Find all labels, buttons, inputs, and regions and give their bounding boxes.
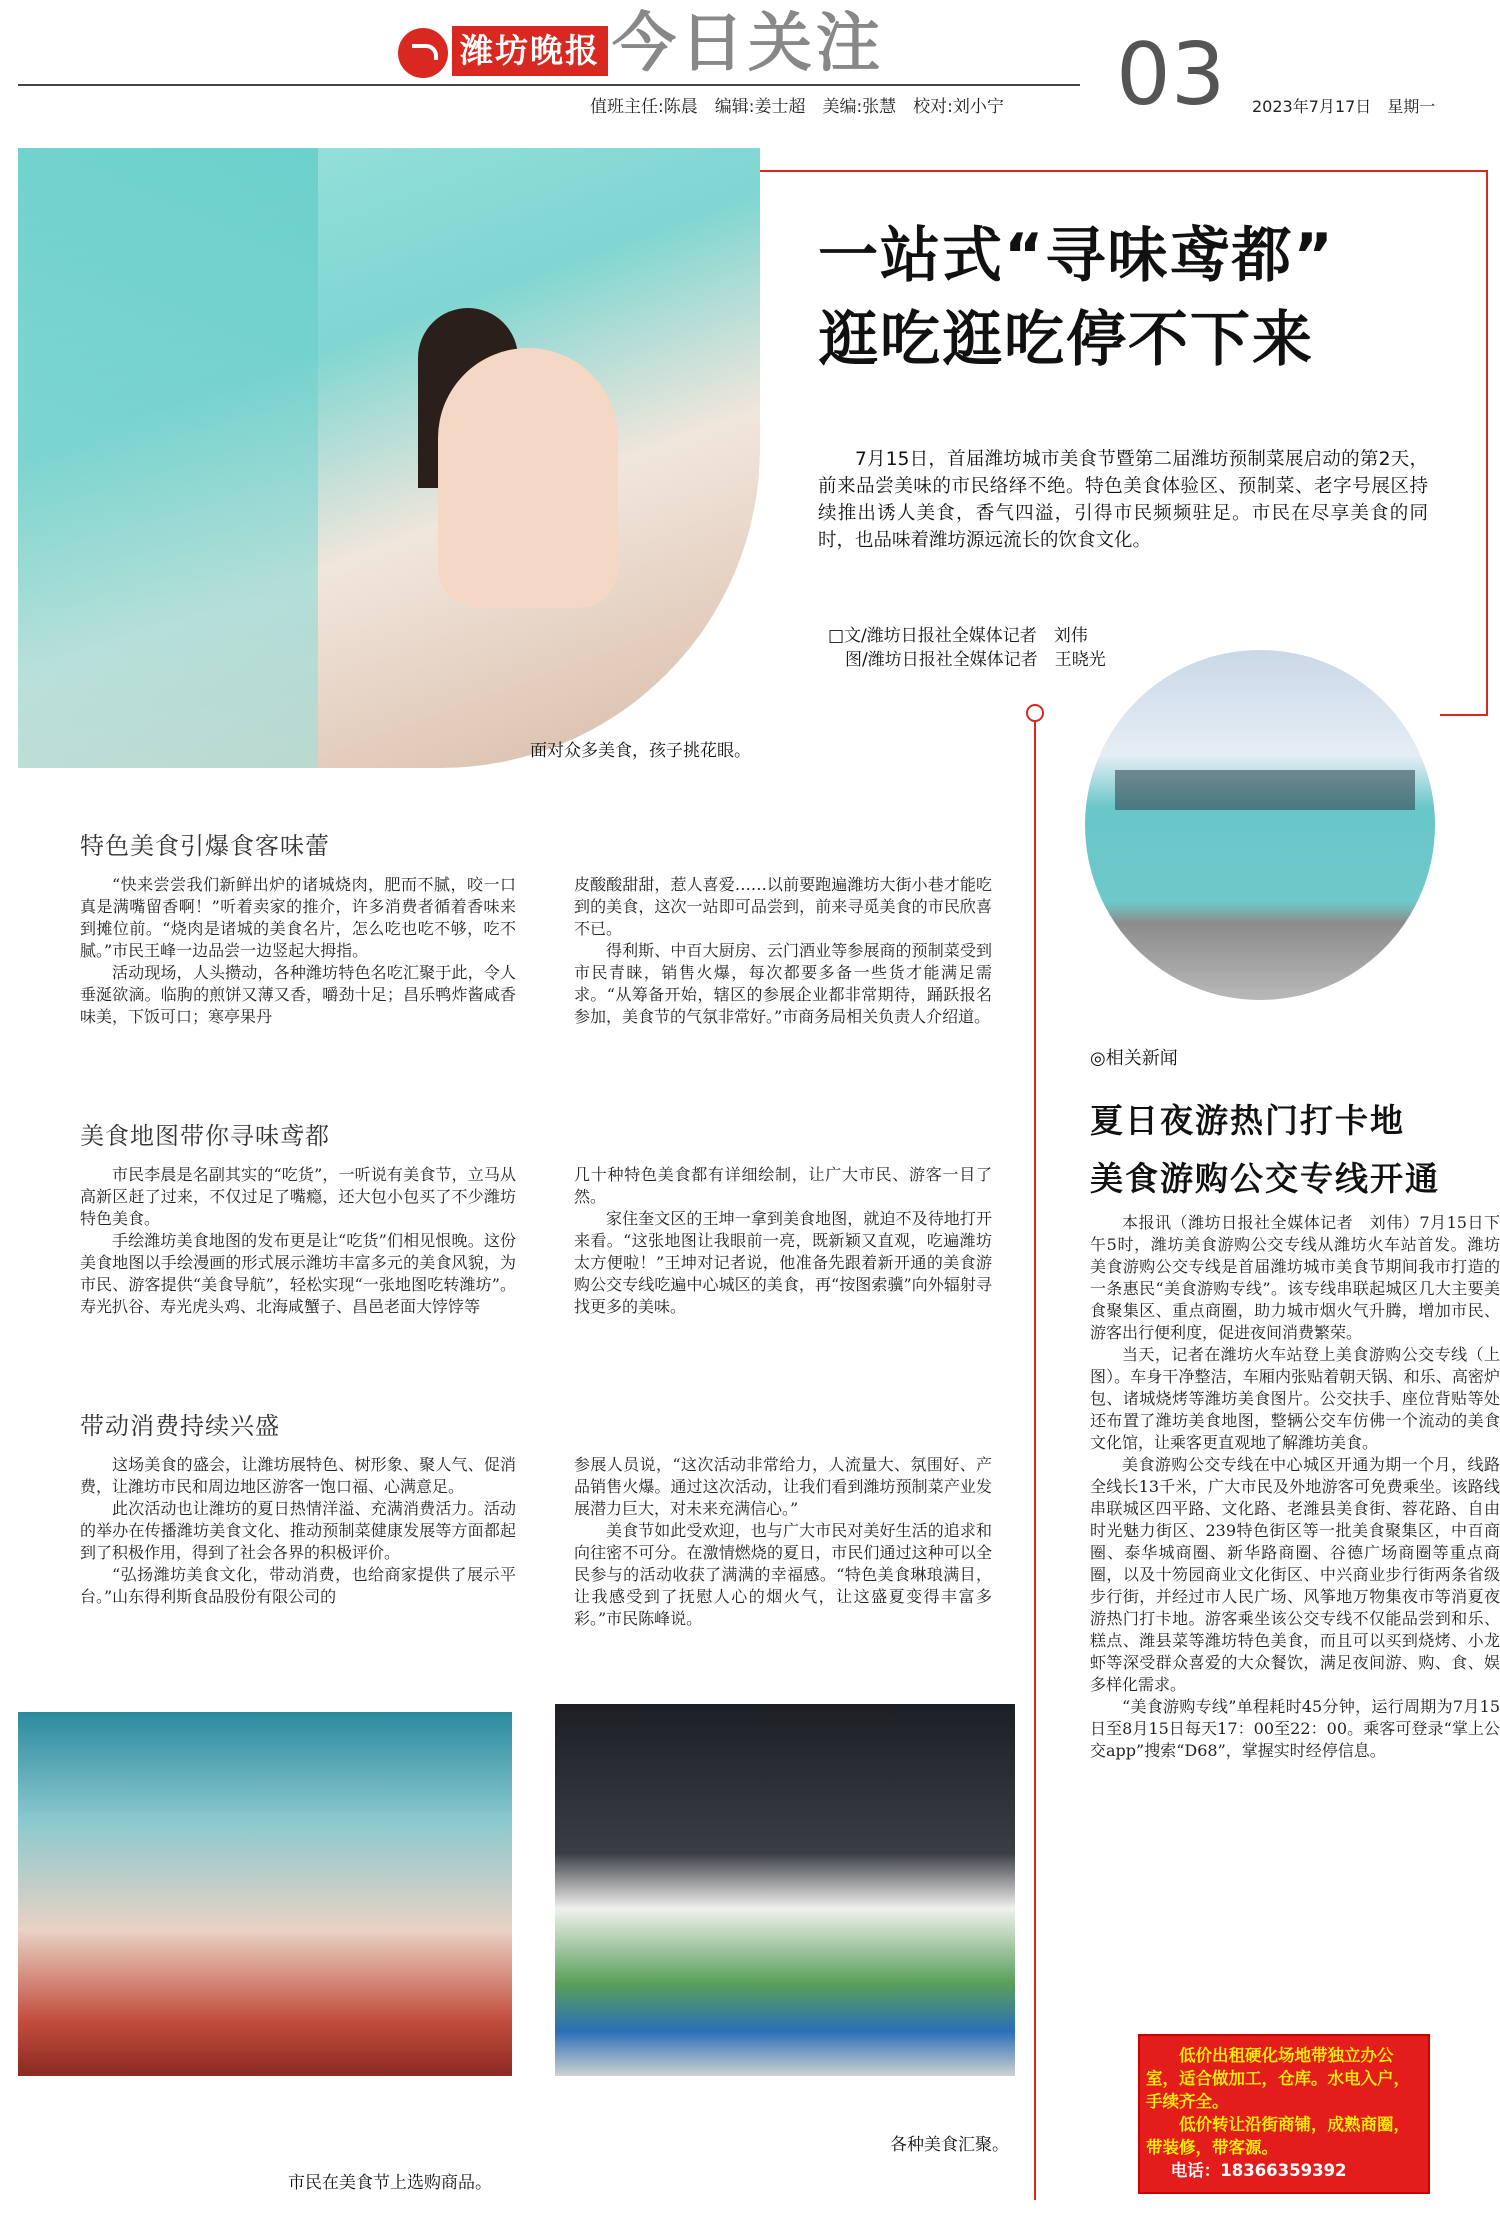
photo-caption-left: 市民在美食节上选购商品。 — [288, 2173, 492, 2193]
paragraph: 参展人员说，“这次活动非常给力，人流量大、氛围好、产品销售火爆。通过这次活动，让我们看到潍坊预制菜产业发展潜力巨大，对未来充满信心。” — [574, 1455, 992, 1518]
food-stalls-photo — [555, 1704, 1015, 2076]
paper-logo-icon — [398, 28, 448, 78]
photo-caption-right: 各种美食汇聚。 — [890, 2135, 1009, 2155]
paragraph: 得利斯、中百大厨房、云门酒业等参展商的预制菜受到市民青睐，销售火爆，每次都要多备一些货才能满足需求。“从筹备开始，辖区的参展企业都非常期待，踊跃报名参加，美食节的气氛非常好。”市商务局相关负责人介绍道。 — [574, 941, 992, 1026]
lead-byline: □文/潍坊日报社全媒体记者 刘伟 图/潍坊日报社全媒体记者 王晓光 — [828, 626, 1106, 670]
paragraph: “弘扬潍坊美食文化，带动消费，也给商家提供了展示平台。”山东得利斯食品股份有限公司的 — [80, 1565, 516, 1606]
section-name: 今日关注 — [612, 6, 884, 81]
side-headline-line2: 美食游购公交专线开通 — [1090, 1159, 1440, 1198]
paragraph: 几十种特色美食都有详细绘制，让广大市民、游客一目了然。 — [574, 1165, 992, 1206]
paragraph: “美食游购专线”单程耗时45分钟，运行周期为7月15日至8月15日每天17：00至22：00。乘客可登录“掌上公交app”搜索“D68”，掌握实时经停信息。 — [1090, 1697, 1500, 1760]
paragraph: 活动现场，人头攒动，各种潍坊特色名吃汇聚于此，令人垂涎欲滴。临朐的煎饼又薄又香，嚼劲十足；昌乐鸭炸酱咸香味美，下饭可口；寒亭果丹 — [80, 963, 516, 1026]
section-heading: 美食地图带你寻味鸢都 — [80, 1122, 330, 1150]
paragraph: 皮酸酸甜甜，惹人喜爱……以前要跑遍潍坊大街小巷才能吃到的美食，这次一站即可品尝到，前来寻觅美食的市民欣喜不已。 — [574, 875, 992, 938]
lead-headline-line2: 逛吃逛吃停不下来 — [818, 305, 1314, 375]
section-column-left — [80, 874, 516, 1028]
section-column-left — [80, 1164, 516, 1318]
page-number: 03 — [1116, 25, 1226, 125]
section-column-right — [574, 1164, 992, 1318]
section-column-left — [80, 1454, 516, 1608]
section-column-right — [574, 1454, 992, 1630]
ad-phone: 电话：18366359392 — [1170, 2161, 1347, 2180]
hero-photo — [18, 148, 760, 768]
section-column-right — [574, 874, 992, 1028]
column-divider-line — [1034, 720, 1036, 2200]
related-news-label: ◎相关新闻 — [1090, 1048, 1178, 1069]
paper-name: 潍坊晚报 — [452, 26, 608, 76]
section-heading: 特色美食引爆食客味蕾 — [80, 832, 330, 860]
lead-summary: 7月15日，首届潍坊城市美食节暨第二届潍坊预制菜展启动的第2天，前来品尝美味的市民络绎不绝。特色美食体验区、预制菜、老字号展区持续推出诱人美食，香气四溢，引得市民频频驻足。市民在尽享美食的同时，也品味着潍坊源远流长的饮食文化。 — [818, 449, 1428, 551]
frame-top-line — [744, 170, 1488, 172]
shopping-photo — [18, 1712, 512, 2076]
paragraph: 市民李晨是名副其实的“吃货”，一听说有美食节，立马从高新区赶了过来，不仅过足了嘴瘾，还大包小包买了不少潍坊特色美食。 — [80, 1165, 516, 1228]
section-heading: 带动消费持续兴盛 — [80, 1412, 280, 1440]
frame-right-line — [1486, 170, 1488, 715]
ad-line: 低价转让沿街商铺，成熟商圈，带装修，带客源。 — [1146, 2115, 1410, 2157]
side-headline — [1090, 1092, 1440, 1208]
paragraph: 此次活动也让潍坊的夏日热情洋溢、充满消费活力。活动的举办在传播潍坊美食文化、推动预制菜健康发展等方面都起到了积极作用，得到了社会各界的积极评价。 — [80, 1499, 516, 1562]
paragraph: “快来尝尝我们新鲜出炉的诸城烧肉，肥而不腻，咬一口真是满嘴留香啊！”听着卖家的推介，许多消费者循着香味来到摊位前。“烧肉是诸城的美食名片，怎么吃也吃不够，吃不腻。”市民王峰一边品尝一边竖起大拇指。 — [80, 875, 516, 960]
frame-bottom-stub — [1440, 714, 1488, 716]
paragraph: 家住奎文区的王坤一拿到美食地图，就迫不及待地打开来看。“这张地图让我眼前一亮，既新颖又直观，吃遍潍坊太方便啦！”王坤对记者说，他准备先跟着新开通的美食游购公交专线吃遍中心城区的美食，再“按图索骥”向外辐射寻找更多的美味。 — [574, 1209, 992, 1316]
paragraph: 当天，记者在潍坊火车站登上美食游购公交专线（上图）。车身干净整洁，车厢内张贴着朝天锅、和乐、高密炉包、诸城烧烤等潍坊美食图片。公交扶手、座位背贴等处还布置了潍坊美食地图，整辆公交车仿佛一个流动的美食文化馆，让乘客更直观地了解潍坊美食。 — [1090, 1345, 1500, 1452]
paragraph: 美食游购公交专线在中心城区开通为期一个月，线路全线长13千米，广大市民及外地游客可免费乘坐。该路线串联城区四平路、文化路、老潍县美食街、蓉花路、自由时光魅力街区、239特色街区等一批美食聚集区，中百商圈、泰华城商圈、新华路商圈、谷德广场商圈等重点商圈，以及十笏园商业文化街区、中兴商业步行街两条省级步行街，并经过市人民广场、风筝地万物集夜市等消夏夜游热门打卡地。游客乘坐该公交专线不仅能品尝到和乐、糕点、潍县菜等潍坊特色美食，而且可以买到烧烤、小龙虾等深受群众喜爱的大众餐饮，满足夜间游、购、食、娱多样化需求。 — [1090, 1455, 1500, 1694]
side-headline-line1: 夏日夜游热门打卡地 — [1090, 1101, 1405, 1140]
hero-caption: 面对众多美食，孩子挑花眼。 — [530, 741, 751, 761]
side-story-body — [1090, 1212, 1500, 1762]
ad-line: 低价出租硬化场地带独立办公室，适合做加工，仓库。水电入户，手续齐全。 — [1146, 2046, 1410, 2111]
paragraph: 本报讯（潍坊日报社全媒体记者 刘伟）7月15日下午5时，潍坊美食游购公交专线从潍坊火车站首发。潍坊美食游购公交专线是首届潍坊城市美食节期间我市打造的一条惠民“美食游购专线”。该专线串联起城区几大主要美食聚集区、重点商圈，助力城市烟火气升腾，增加市民、游客出行便利度，促进夜间消费繁荣。 — [1090, 1213, 1500, 1342]
classified-ad — [1138, 2034, 1430, 2194]
editor-credits: 值班主任:陈晨 编辑:姜士超 美编:张慧 校对:刘小宁 — [590, 97, 1004, 117]
paragraph: 手绘潍坊美食地图的发布更是让“吃货”们相见恨晚。这份美食地图以手绘漫画的形式展示潍坊丰富多元的美食风貌，为市民、游客提供“美食导航”，轻松实现“一张地图吃转潍坊”。寿光扒谷、寿光虎头鸡、北海咸蟹子、昌邑老面大饽饽等 — [80, 1231, 516, 1316]
lead-headline-line1: 一站式“寻味鸢都” — [818, 221, 1335, 291]
paragraph: 美食节如此受欢迎，也与广大市民对美好生活的追求和向往密不可分。在激情燃烧的夏日，市民们通过这种可以全民参与的活动收获了满满的幸福感。“特色美食琳琅满目，让我感受到了抚慰人心的烟火气，让这盛夏变得丰富多彩。”市民陈峰说。 — [574, 1521, 992, 1628]
bus-photo — [1085, 650, 1435, 1000]
masthead-rule — [18, 84, 1080, 86]
paragraph: 这场美食的盛会，让潍坊展特色、树形象、聚人气、促消费，让潍坊市民和周边地区游客一饱口福、心满意足。 — [80, 1455, 516, 1496]
frame-dot-icon — [1026, 704, 1044, 722]
lead-headline — [818, 214, 1335, 382]
issue-date: 2023年7月17日 星期一 — [1252, 97, 1436, 116]
